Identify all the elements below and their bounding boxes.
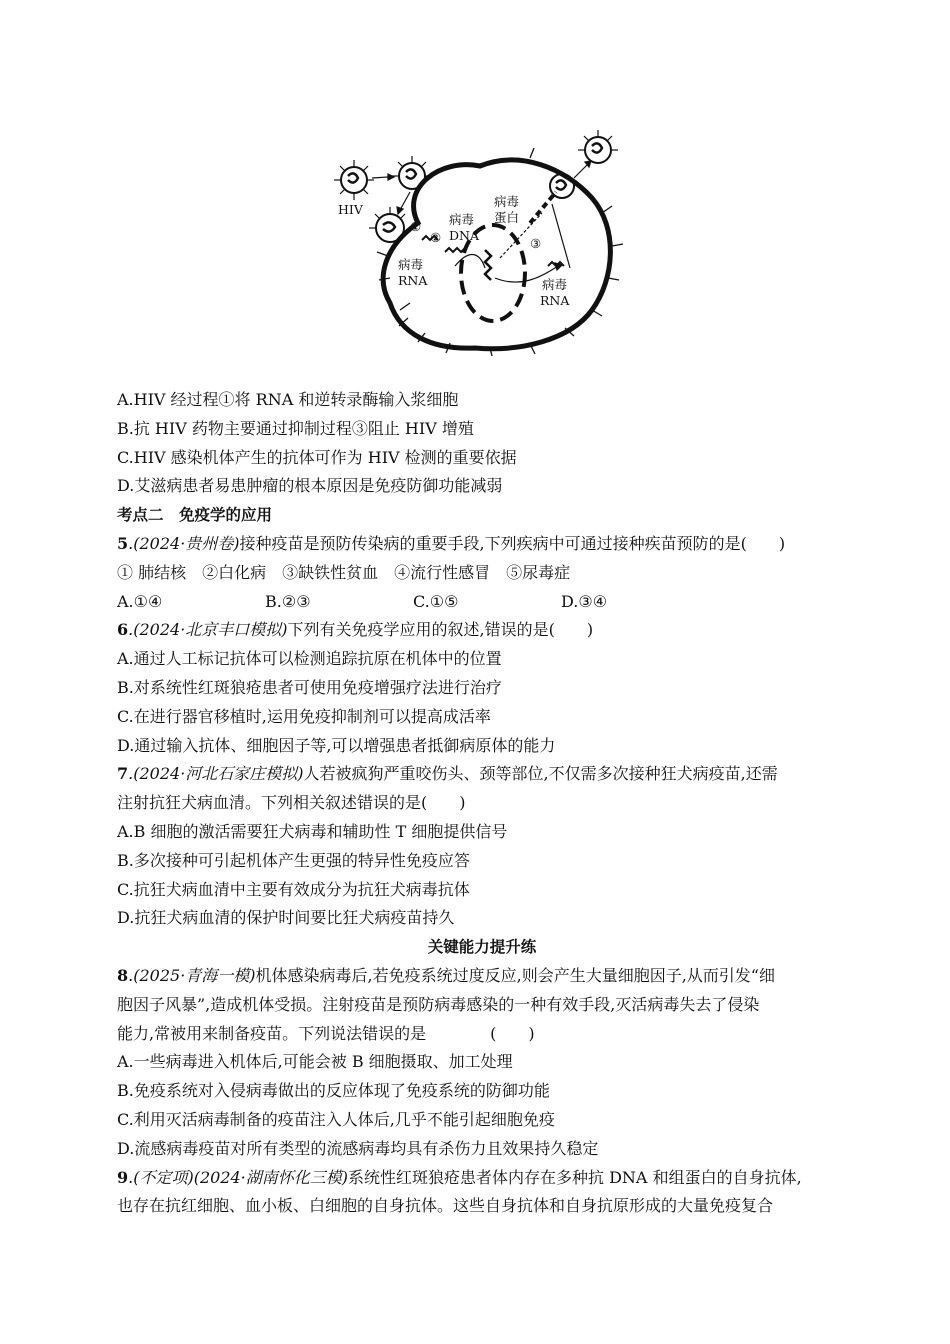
hiv-virus-2 [392,156,432,189]
section-heading-ability: 关键能力提升练 [427,938,537,957]
q5-items: ① 肺结核 ②白化病 ③缺铁性贫血 ④流行性感冒 ⑤尿毒症 [117,562,571,582]
q7-number: 7 [117,764,129,784]
q5-option-a: A.①④ [117,591,163,611]
q6-stem [117,616,847,645]
q7-option-d: D.抗狂犬病血清的保护时间要比狂犬病疫苗持久 [117,908,455,928]
q8-option-d: D.流感病毒疫苗对所有类型的流感病毒均具有杀伤力且效果持久稳定 [117,1138,599,1158]
q7-option-a: A.B 细胞的激活需要狂犬病毒和辅助性 T 细胞提供信号 [117,821,508,841]
q8-text-3: 能力,常被用来制备疫苗。下列说法错误的是 ( ) [117,1023,535,1043]
q7-text-1: 人若被疯狗严重咬伤头、颈等部位,不仅需多次接种狂犬病疫苗,还需 [303,764,778,784]
hiv-virus-4 [578,130,618,163]
label-step-1: ① [410,219,422,234]
label-viral-rna-left-1: 病毒 [398,257,424,272]
membrane-spikes [377,148,623,356]
q5-stem [117,530,847,559]
label-viral-dna-1: 病毒 [449,212,475,227]
label-step-2: ② [430,230,442,245]
q6-text: 下列有关免疫学应用的叙述,错误的是( ) [287,620,594,640]
q6-source: .(2024·北京丰口模拟) [128,620,288,640]
q4-option-c: C.HIV 感染机体产生的抗体可作为 HIV 检测的重要依据 [117,447,517,467]
q8-stem [117,962,847,991]
label-viral-rna-right-2: RNA [540,293,570,308]
q5-source: .(2024·贵州卷) [128,533,240,553]
q9-source: .(不定项)(2024·湖南怀化三模) [128,1167,349,1187]
q4-option-a: A.HIV 经过程①将 RNA 和逆转录酶输入浆细胞 [117,390,459,409]
label-viral-dna-2: DNA [449,228,479,243]
q7-stem [117,760,847,789]
q8-text-1: 机体感染病毒后,若免疫系统过度反应,则会产生大量细胞因子,从而引发“细 [255,965,775,985]
q5-number: 5 [117,533,129,553]
label-viral-protein-2: 蛋白 [494,210,520,225]
q4-option-b: B.抗 HIV 药物主要通过抑制过程③阻止 HIV 增殖 [117,418,474,438]
label-viral-rna-left-2: RNA [398,273,428,288]
question-content [117,386,847,1221]
q9-text-1: 系统性红斑狼疮患者体内存在多种抗 DNA 和组蛋白的自身抗体, [348,1167,802,1187]
q5-option-b: B.②③ [265,591,311,611]
viral-dna-squiggle [485,250,491,280]
q9-number: 9 [117,1167,129,1187]
q9-stem [117,1164,847,1193]
q8-source: .(2025·青海一模) [128,965,256,985]
q7-source: .(2024·河北石家庄模拟) [128,764,304,784]
q5-option-c: C.①⑤ [413,591,459,611]
viral-protein-chain [530,192,556,223]
q7-text-2: 注射抗狂犬病血清。下列相关叙述错误的是( ) [117,793,466,813]
hiv-virus-1 [334,160,374,200]
hiv-virus-budding [550,174,574,198]
q8-text-2: 胞因子风暴”,造成机体受损。注射疫苗是预防病毒感染的一种有效手段,灭活病毒失去了侵染 [117,994,760,1014]
viral-rna-squiggle-mid [445,248,465,252]
q6-option-d: D.通过输入抗体、细胞因子等,可以增强患者抵御病原体的能力 [117,735,556,755]
label-viral-protein-1: 病毒 [494,194,520,209]
q5-text: 接种疫苗是预防传染病的重要手段,下列疾病中可通过接种疾苗预防的是( ) [239,533,786,553]
q6-option-b: B.对系统性红斑狼疮患者可使用免疫增强疗法进行治疗 [117,677,502,697]
q9-text-2: 也存在抗红细胞、血小板、白细胞的自身抗体。这些自身抗体和自身抗原形成的大量免疫复合 [117,1196,774,1216]
q6-option-c: C.在进行器官移植时,运用免疫抑制剂可以提高成活率 [117,706,491,726]
label-viral-rna-right-1: 病毒 [542,277,568,292]
q5-options [117,588,847,617]
label-hiv: HIV [338,202,363,217]
q7-option-c: C.抗狂犬病血清中主要有效成分为抗狂犬病毒抗体 [117,879,470,899]
q8-option-c: C.利用灭活病毒制备的疫苗注入人体后,几乎不能引起细胞免疫 [117,1109,555,1129]
q6-number: 6 [117,620,129,640]
q8-option-b: B.免疫系统对入侵病毒做出的反应体现了免疫系统的防御功能 [117,1081,550,1101]
hiv-infection-diagram [330,128,630,356]
label-step-3: ③ [530,236,542,251]
q6-option-a: A.通过人工标记抗体可以检测追踪抗原在机体中的位置 [117,649,502,669]
q7-option-b: B.多次接种可引起机体产生更强的特异性免疫应答 [117,850,470,870]
section-heading-applications: 考点二 免疫学的应用 [117,506,273,525]
q8-option-a: A.一些病毒进入机体后,可能会被 B 细胞摄取、加工处理 [117,1052,513,1072]
q8-number: 8 [117,965,129,985]
q5-option-d: D.③④ [561,591,608,611]
q4-option-d: D.艾滋病患者易患肿瘤的根本原因是免疫防御功能减弱 [117,476,503,496]
